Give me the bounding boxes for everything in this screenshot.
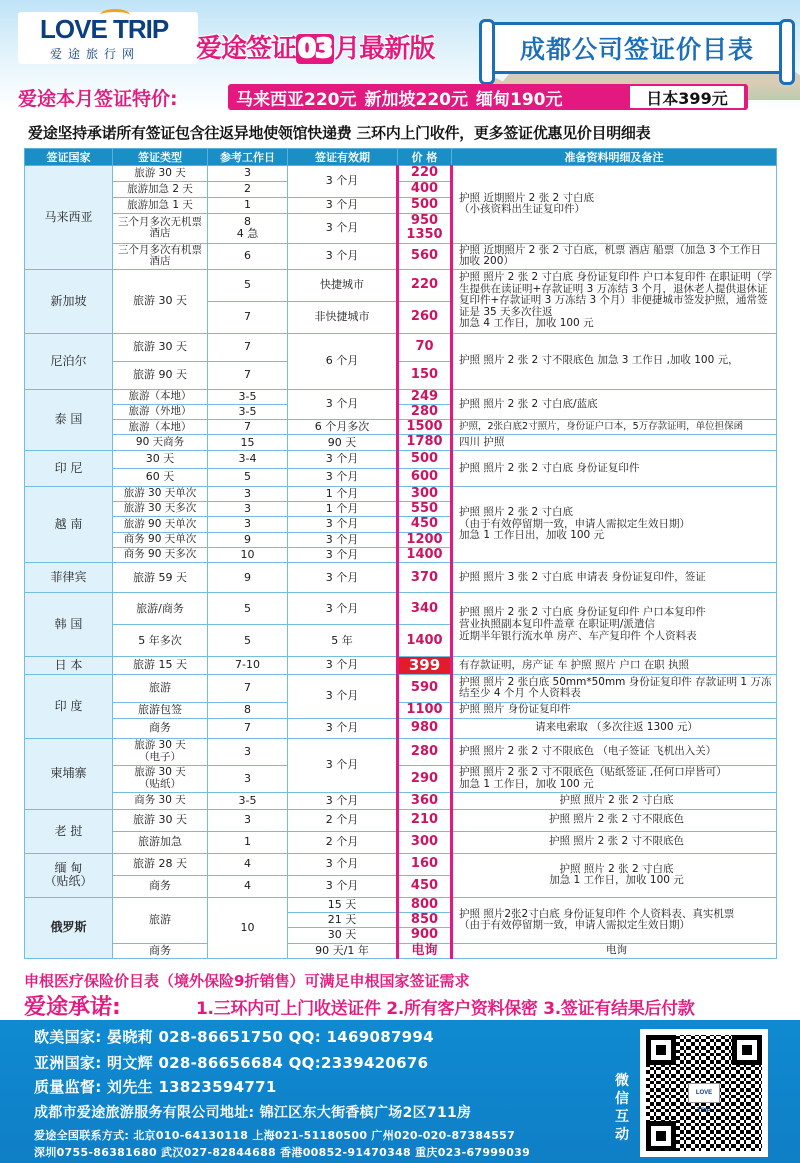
price-cell: 300 (398, 831, 452, 853)
note-cell: 护照 照片 2 张 2 寸不限底色 （电子签证 飞机出入关） (452, 738, 777, 765)
insurance-notice: 申根医疗保险价目表（境外保险9折销售）可满足申根国家签证需求 (24, 972, 470, 990)
note-cell: 护照 照片 2 张 2 寸白底 身份证复印件 (452, 450, 777, 486)
contact-asia: 亚洲国家: 明文辉 028-86656684 QQ:2339420676 (34, 1054, 429, 1072)
validity-cell: 3 个月 (288, 450, 398, 468)
workdays-cell: 3-5 (208, 792, 288, 809)
special-singapore: 新加坡220元 (364, 89, 468, 110)
table-row (25, 792, 777, 809)
price-cell-highlight: 399 (398, 657, 452, 675)
note-cell: 护照 照片 2 张 2 寸白底 （由于有效停留期一致，申请人需拟定生效日期） 加急 1 工作日出，加收 100 元 (452, 486, 777, 562)
workdays-cell: 7 (208, 718, 288, 738)
validity-cell: 3 个月 (288, 593, 398, 625)
company-address: 成都市爱途旅游服务有限公司地址: 锦江区东大街香槟广场2区711房 (34, 1105, 472, 1121)
workdays-cell: 7-10 (208, 657, 288, 675)
note-cell: 护照 近期照片 2 张 2 寸白底，机票 酒店 船票（加急 3 个工作日 加收 200） (452, 243, 777, 269)
promise-items: 1.三环内可上门收送证件 2.所有客户资料保密 3.签证有结果后付款 (196, 999, 695, 1019)
price-cell: 1400 (398, 547, 452, 562)
visa-type-cell: 旅游 30 天 （电子） (113, 738, 208, 765)
workdays-cell: 15 (208, 435, 288, 450)
visa-type-cell: 旅游 30 天单次 (113, 486, 208, 501)
country-cell: 新加坡 (25, 269, 113, 333)
headline (196, 28, 434, 65)
workdays-cell: 7 (208, 361, 288, 389)
validity-cell: 2 个月 (288, 809, 398, 831)
table-row (25, 897, 777, 912)
price-cell: 340 (398, 593, 452, 625)
validity-cell: 3 个月 (288, 674, 398, 718)
table-row (25, 831, 777, 853)
workdays-cell: 7 (208, 674, 288, 702)
validity-cell: 3 个月 (288, 198, 398, 214)
workdays-cell: 3 (208, 765, 288, 792)
note-cell: 电询 (452, 943, 777, 958)
promise-title: 爱途承诺: (24, 995, 121, 1020)
table-row (25, 765, 777, 792)
validity-cell: 3 个月 (288, 547, 398, 562)
price-cell: 160 (398, 853, 452, 875)
special-label: 爱途本月签证特价: (18, 88, 178, 110)
validity-cell: 1 个月 (288, 502, 398, 517)
workdays-cell: 3-5 (208, 389, 288, 404)
country-cell: 俄罗斯 (25, 897, 113, 958)
visa-type-cell: 旅游 15 天 (113, 657, 208, 675)
price-cell: 220 (398, 166, 452, 182)
headline-suffix: 月最新版 (334, 34, 435, 64)
note-cell: 护照 照片 3 张 2 寸白底 申请表 身份证复印件，签证 (452, 563, 777, 593)
validity-cell: 3 个月 (288, 792, 398, 809)
special-japan: 日本399元 (628, 84, 746, 110)
validity-cell: 3 个月 (288, 657, 398, 675)
country-cell: 越 南 (25, 486, 113, 562)
qr-code-icon[interactable] (640, 1029, 768, 1157)
visa-type-cell: 旅游 (113, 897, 208, 943)
validity-cell: 21 天 (288, 913, 398, 928)
country-cell: 柬埔寨 (25, 738, 113, 809)
visa-type-cell: 商务 30 天 (113, 792, 208, 809)
table-row (25, 593, 777, 625)
visa-type-cell: 旅游 90 天 (113, 361, 208, 389)
validity-cell: 3 个月 (288, 166, 398, 198)
workdays-cell: 10 (208, 547, 288, 562)
price-cell: 800 (398, 897, 452, 912)
price-cell: 560 (398, 243, 452, 269)
country-cell: 韩 国 (25, 593, 113, 657)
validity-cell: 3 个月 (288, 243, 398, 269)
price-cell: 260 (398, 301, 452, 333)
column-header: 价 格 (398, 149, 452, 166)
visa-type-cell: 旅游加急 1 天 (113, 198, 208, 214)
validity-cell: 3 个月 (288, 389, 398, 420)
column-header: 签证有效期 (288, 149, 398, 166)
validity-cell: 1 个月 (288, 486, 398, 501)
national-contacts-2: 深圳0755-86381680 武汉027-82844688 香港00852-91470348 重庆023-67999039 (34, 1146, 531, 1159)
column-header: 参考工作日 (208, 149, 288, 166)
column-header: 签证类型 (113, 149, 208, 166)
workdays-cell: 3 (208, 738, 288, 765)
price-cell: 550 (398, 502, 452, 517)
logo-subtitle: 爱途旅行网 (50, 47, 141, 61)
price-cell: 280 (398, 738, 452, 765)
visa-type-cell: 旅游包签 (113, 702, 208, 718)
price-cell: 电询 (398, 943, 452, 958)
visa-type-cell: 旅游 30 天多次 (113, 502, 208, 517)
price-cell: 400 (398, 182, 452, 198)
table-row (25, 563, 777, 593)
visa-type-cell: 旅游加急 (113, 831, 208, 853)
visa-type-cell: 旅游加急 2 天 (113, 182, 208, 198)
page-title: 成都公司签证价目表 (488, 22, 786, 74)
qr-finder (646, 1121, 676, 1151)
validity-cell: 非快捷城市 (288, 301, 398, 333)
workdays-cell: 5 (208, 593, 288, 625)
price-cell: 980 (398, 718, 452, 738)
note-cell: 有存款证明，房产证 车 护照 照片 户口 在职 执照 (452, 657, 777, 675)
qr-pattern (646, 1035, 762, 1151)
note-cell: 四川 护照 (452, 435, 777, 450)
visa-type-cell: 商务 (113, 875, 208, 897)
workdays-cell: 3 (208, 486, 288, 501)
price-cell: 360 (398, 792, 452, 809)
workdays-cell: 7 (208, 333, 288, 361)
headline-month: 03 (298, 34, 333, 64)
visa-type-cell: 90 天商务 (113, 435, 208, 450)
validity-cell: 90 天/1 年 (288, 943, 398, 958)
workdays-cell: 8 (208, 702, 288, 718)
country-cell: 菲律宾 (25, 563, 113, 593)
workdays-cell: 7 (208, 301, 288, 333)
price-cell: 950 1350 (398, 214, 452, 244)
note-cell: 护照 照片 2 张 2 寸白底 (452, 792, 777, 809)
workdays-cell: 1 (208, 198, 288, 214)
price-cell: 70 (398, 333, 452, 361)
workdays-cell: 4 (208, 853, 288, 875)
visa-type-cell: 旅游 (113, 674, 208, 702)
contact-footer (0, 1020, 800, 1163)
visa-type-cell: 旅游 30 天 (113, 333, 208, 361)
workdays-cell: 3 (208, 502, 288, 517)
validity-cell: 5 年 (288, 625, 398, 657)
note-cell: 护照 照片 2 张 2 寸不限底色 (452, 809, 777, 831)
table-row (25, 450, 777, 468)
qr-logo: LOVE TRIP (688, 1083, 720, 1103)
note-cell: 护照 照片 2 张 2 寸白底 加急 1 工作日，加收 100 元 (452, 853, 777, 897)
workdays-cell: 6 (208, 243, 288, 269)
column-header: 签证国家 (25, 149, 113, 166)
validity-cell: 6 个月多次 (288, 420, 398, 435)
visa-type-cell: 旅游 30 天 (113, 166, 208, 182)
workdays-cell: 3 (208, 809, 288, 831)
monthly-special-bar (0, 82, 800, 112)
visa-type-cell: 旅游/商务 (113, 593, 208, 625)
country-cell: 泰 国 (25, 389, 113, 450)
table-row (25, 943, 777, 958)
qr-finder (732, 1035, 762, 1065)
country-cell: 尼泊尔 (25, 333, 113, 389)
validity-cell: 3 个月 (288, 563, 398, 593)
note-cell: 请来电索取 （多次往返 1300 元） (452, 718, 777, 738)
table-row (25, 333, 777, 361)
workdays-cell: 5 (208, 468, 288, 486)
price-cell: 290 (398, 765, 452, 792)
headline-prefix: 爱途签证 (196, 34, 297, 64)
note-cell: 护照 照片2张2寸白底 身份证复印件 个人资料表、真实机票 （由于有效停留期一致，申请人需拟定生效日期） (452, 897, 777, 943)
price-cell: 1200 (398, 532, 452, 547)
validity-cell: 3 个月 (288, 738, 398, 792)
validity-cell: 3 个月 (288, 853, 398, 875)
price-cell: 450 (398, 517, 452, 532)
workdays-cell: 8 4 急 (208, 214, 288, 244)
table-row (25, 738, 777, 765)
workdays-cell: 7 (208, 420, 288, 435)
visa-type-cell: 旅游 30 天 (113, 269, 208, 333)
visa-type-cell: 60 天 (113, 468, 208, 486)
workdays-cell: 5 (208, 625, 288, 657)
table-row (25, 166, 777, 182)
table-row (25, 269, 777, 301)
table-row (25, 702, 777, 718)
visa-type-cell: 旅游（本地） (113, 420, 208, 435)
visa-type-cell: 旅游 28 天 (113, 853, 208, 875)
validity-cell: 30 天 (288, 928, 398, 943)
workdays-cell: 1 (208, 831, 288, 853)
workdays-cell: 3-4 (208, 450, 288, 468)
price-cell: 1400 (398, 625, 452, 657)
table-row (25, 809, 777, 831)
price-cell: 150 (398, 361, 452, 389)
note-cell: 护照 照片 身份证复印件 (452, 702, 777, 718)
validity-cell: 3 个月 (288, 468, 398, 486)
workdays-cell: 3-5 (208, 404, 288, 419)
visa-type-cell: 旅游（本地） (113, 389, 208, 404)
price-cell: 210 (398, 809, 452, 831)
visa-type-cell: 三个月多次有机票酒店 (113, 243, 208, 269)
workdays-cell: 9 (208, 532, 288, 547)
workdays-cell: 3 (208, 166, 288, 182)
price-cell: 220 (398, 269, 452, 301)
note-cell: 护照 照片 2 张白底 50mm*50mm 身份证复印件 存款证明 1 万冻结至少 4 个月 个人资料表 (452, 674, 777, 702)
validity-cell: 快捷城市 (288, 269, 398, 301)
validity-cell: 90 天 (288, 435, 398, 450)
price-cell: 1500 (398, 420, 452, 435)
country-cell: 印 度 (25, 674, 113, 738)
price-cell: 249 (398, 389, 452, 404)
note-cell: 护照 近期照片 2 张 2 寸白底 （小孩资料出生证复印件） (452, 166, 777, 244)
visa-type-cell: 5 年多次 (113, 625, 208, 657)
price-cell: 1100 (398, 702, 452, 718)
promise-line: 爱途坚持承诺所有签证包含往返异地使领馆快递费 三环内上门收件，更多签证优惠见价目明细表 (28, 124, 651, 142)
table-header-row (25, 149, 777, 166)
note-cell: 护照 照片 2 张 2 寸不限底色 加急 3 工作日 ,加收 100 元， (452, 333, 777, 389)
price-table (24, 148, 777, 959)
visa-type-cell: 商务 (113, 718, 208, 738)
price-cell: 1780 (398, 435, 452, 450)
validity-cell: 3 个月 (288, 875, 398, 897)
validity-cell: 3 个月 (288, 718, 398, 738)
validity-cell: 2 个月 (288, 831, 398, 853)
note-cell: 护照 照片 2 张 2 寸白底/蓝底 (452, 389, 777, 420)
price-cell: 500 (398, 450, 452, 468)
workdays-cell: 9 (208, 563, 288, 593)
wechat-label: 微信互动 (615, 1073, 629, 1143)
visa-type-cell: 商务 (113, 943, 208, 958)
country-cell: 日 本 (25, 657, 113, 675)
table-row (25, 657, 777, 675)
visa-type-cell: 商务 90 天单次 (113, 532, 208, 547)
validity-cell: 3 个月 (288, 517, 398, 532)
country-cell: 老 挝 (25, 809, 113, 853)
visa-type-cell: 旅游（外地） (113, 404, 208, 419)
national-contacts-1: 爱途全国联系方式: 北京010-64130118 上海021-51180500 广州020-020-87384557 (34, 1129, 516, 1142)
contact-west: 欧美国家: 晏晓莉 028-86651750 QQ: 1469087994 (34, 1028, 434, 1046)
price-cell: 280 (398, 404, 452, 419)
note-cell: 护照 照片 2 张 2 寸白底 身份证复印件 户口本复印件 营业执照副本复印件盖章 在职证明/派遣信 近期半年银行流水单 房产、车产复印件 个人资料表 (452, 593, 777, 657)
price-cell: 450 (398, 875, 452, 897)
visa-type-cell: 商务 90 天多次 (113, 547, 208, 562)
country-cell: 马来西亚 (25, 166, 113, 270)
validity-cell: 6 个月 (288, 333, 398, 389)
visa-type-cell: 三个月多次无机票酒店 (113, 214, 208, 244)
workdays-cell: 5 (208, 269, 288, 301)
visa-type-cell: 旅游 59 天 (113, 563, 208, 593)
price-cell: 850 (398, 913, 452, 928)
contact-quality: 质量监督: 刘先生 13823594771 (34, 1078, 277, 1096)
table-row (25, 674, 777, 702)
workdays-cell: 3 (208, 517, 288, 532)
table-row (25, 243, 777, 269)
note-cell: 护照 照片 2 张 2 寸不限底色（贴纸签证 ,任何口岸皆可） 加急 1 工作日，加收 100 元 (452, 765, 777, 792)
country-cell: 印 尼 (25, 450, 113, 486)
workdays-cell: 2 (208, 182, 288, 198)
visa-type-cell: 30 天 (113, 450, 208, 468)
logo[interactable] (18, 12, 198, 64)
note-cell: 护照，2张白底2寸照片，身份证户口本，5万存款证明，单位担保函 (452, 420, 777, 435)
workdays-cell: 4 (208, 875, 288, 897)
validity-cell: 3 个月 (288, 532, 398, 547)
logo-text: LOVE TRIP (40, 14, 169, 44)
validity-cell: 15 天 (288, 897, 398, 912)
price-cell: 900 (398, 928, 452, 943)
workdays-cell: 10 (208, 897, 288, 958)
special-myanmar: 缅甸190元 (476, 89, 563, 110)
price-cell: 370 (398, 563, 452, 593)
country-cell: 缅 甸 （贴纸） (25, 853, 113, 897)
table-row (25, 389, 777, 404)
special-malaysia: 马来西亚220元 (236, 89, 357, 110)
price-cell: 590 (398, 674, 452, 702)
note-cell: 护照 照片 2 张 2 寸白底 身份证复印件 户口本复印件 在职证明（学生提供在读证明+存款证明 3 万冻结 3 个月，退休老人提供退休证复印件+存款证明 3 万冻结 3 个月）非便捷城市签发护照，通常签证是 35 天多次往返 加急 4 工作日，加收 100 元 (452, 269, 777, 333)
qr-finder (646, 1035, 676, 1065)
table-row (25, 420, 777, 435)
table-row (25, 853, 777, 875)
visa-type-cell: 旅游 30 天 （贴纸） (113, 765, 208, 792)
table-row (25, 486, 777, 501)
column-header: 准备资料明细及备注 (452, 149, 777, 166)
visa-type-cell: 旅游 90 天单次 (113, 517, 208, 532)
visa-type-cell: 旅游 30 天 (113, 809, 208, 831)
table-row (25, 718, 777, 738)
price-cell: 300 (398, 486, 452, 501)
table-row (25, 435, 777, 450)
price-cell: 600 (398, 468, 452, 486)
price-cell: 500 (398, 198, 452, 214)
note-cell: 护照 照片 2 张 2 寸不限底色 (452, 831, 777, 853)
validity-cell: 3 个月 (288, 214, 398, 244)
